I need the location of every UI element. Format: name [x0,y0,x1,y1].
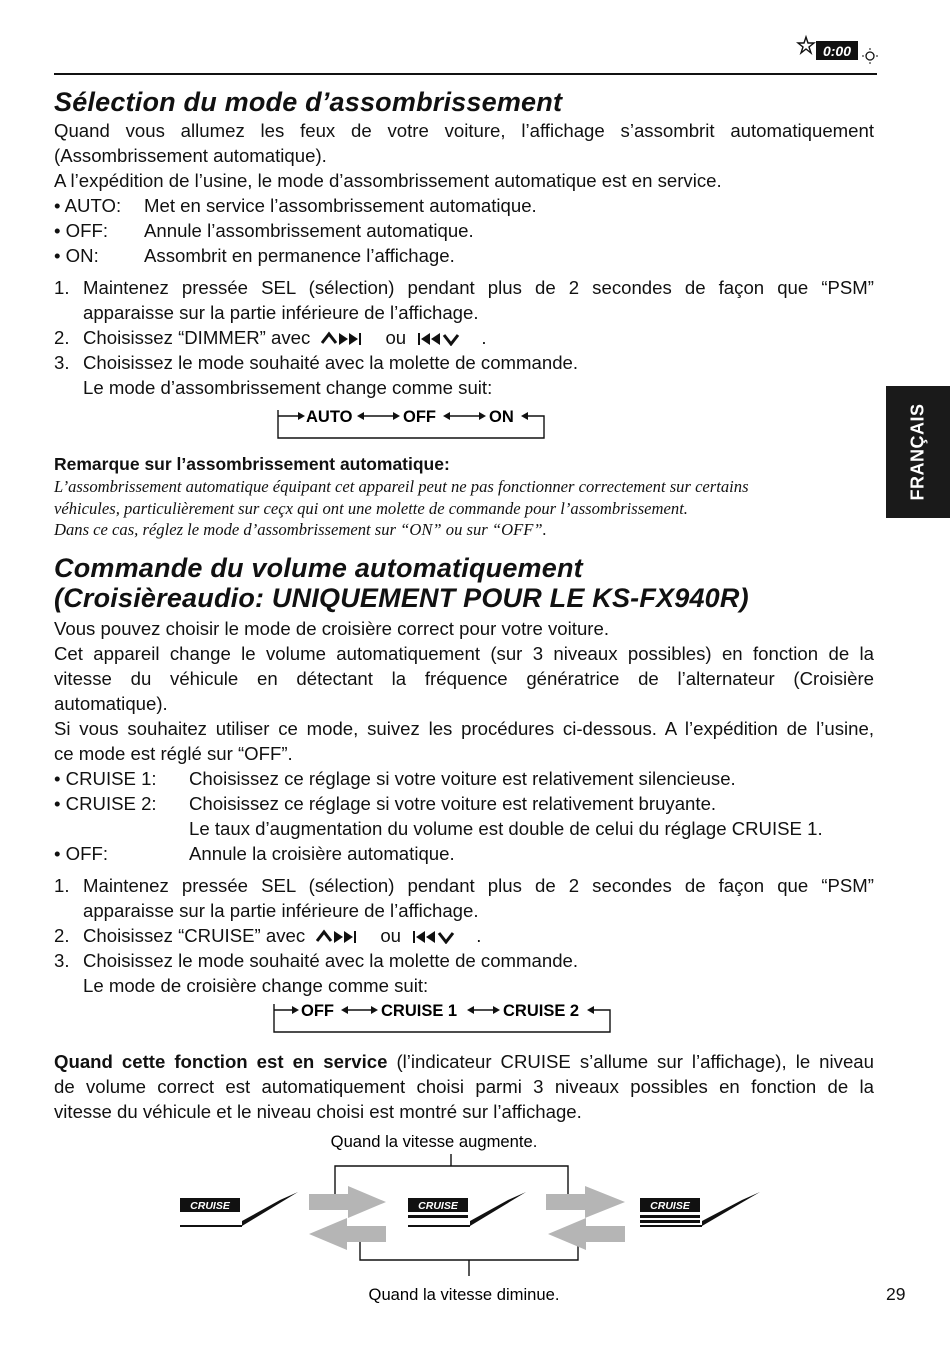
s1-option: • OFF: Annule l’assombrissement automatique. [54,220,474,241]
section1-title: Sélection du mode d’assombrissement [54,87,563,117]
down-prev-button-icon [412,928,476,944]
svg-text:CRUISE: CRUISE [418,1200,458,1212]
s2-p2c: automatique). [54,693,168,714]
seq-off: OFF [403,408,436,426]
s1-step-2: 2. Choisissez “DIMMER” avec ou . [54,327,487,348]
clock-text: 0:00 [822,43,852,59]
seq-cruise-2: CRUISE 2 [503,1002,580,1020]
s2-step-3: 3. Choisissez le mode souhaité avec la molette de commande. Le mode de croisière change comme suit: [54,950,579,996]
s1-intro1: Quand vous allumez les feux de votre voiture, l’affichage s’assombrit automatiquement [54,120,874,141]
s2-option: Le taux d’augmentation du volume est double de celui du réglage CRUISE 1. [189,818,823,839]
down-prev-button-icon [417,330,481,346]
when-bold: Quand cette fonction est en service [54,1051,388,1072]
section2-title-1: Commande du volume automatiquement [54,553,583,583]
s2-p2b: vitesse du véhicule en détectant la fréquence génératrice de l’alternateur (Croisière [54,668,874,689]
up-next-button-icon [321,330,385,346]
section2-title-2: (Croisièreaudio: UNIQUEMENT POUR LE KS-FX940R) [54,583,749,613]
s2-option: • CRUISE 2: Choisissez ce réglage si votre voiture est relativement bruyante. [54,793,717,814]
section1-body [54,118,874,400]
language-tab [886,386,950,518]
speed-down-caption: Quand la vitesse diminue. [368,1285,560,1304]
s1-option: • ON: Assombrit en permanence l’affichage. [54,245,455,266]
when-paragraph: Quand cette fonction est en service (l’indicateur CRUISE s’allume sur l’affichage), le niveau de volume correct est automatiquement choisi parmi 3 niveaux possibles en fonction de la vitesse du véhicule et le niveau choisi est montré sur l’affichage. [54,1051,874,1122]
s1-step-1: 1. Maintenez pressée SEL (sélection) pendant plus de 2 secondes de façon que “PSM” apparaisse sur la partie inférieure de l’affichage. [54,277,874,323]
s1-step-3: 3. Choisissez le mode souhaité avec la molette de commande. Le mode d’assombrissement change comme suit: [54,352,579,398]
cruise-indicator-level1 [180,1192,298,1226]
s2-option: • OFF: Annule la croisière automatique. [54,843,455,864]
section2-body [54,616,874,998]
s2-step-1: 1. Maintenez pressée SEL (sélection) pendant plus de 2 secondes de façon que “PSM” apparaisse sur la partie inférieure de l’affichage. [54,875,874,921]
increase-arrow [546,1186,625,1218]
s2-option: • CRUISE 1: Choisissez ce réglage si votre voiture est relativement silencieuse. [54,768,736,789]
page-number: 29 [886,1284,906,1304]
up-next-button-icon [316,928,380,944]
s1-intro3: A l’expédition de l’usine, le mode d’assombrissement automatique est en service. [54,170,722,191]
seq-cruise-off: OFF [301,1002,334,1020]
cruise-sequence [272,996,614,1036]
s2-p1: Vous pouvez choisir le mode de croisière correct pour votre voiture. [54,618,609,639]
decrease-arrow [548,1218,625,1250]
note-title: Remarque sur l’assombrissement automatique: [54,454,450,474]
seq-auto: AUTO [306,408,353,426]
increase-arrow [309,1186,386,1218]
seq-on: ON [489,408,514,426]
speed-up-caption: Quand la vitesse augmente. [330,1132,538,1151]
s2-p3b: ce mode est réglé sur “OFF”. [54,743,293,764]
decrease-arrow [309,1218,386,1250]
seq-cruise-1: CRUISE 1 [381,1002,458,1020]
note-text: L’assombrissement automatique équipant cet appareil peut ne pas fonctionner correctement sur certains véhicules, particulièrement sur ceçx qui ont une molette de commande pour l’assombrissement. Dans ce cas, réglez le mode d’assombrissement sur “ON” ou sur “OFF”. [54,477,749,539]
s1-intro2: (Assombrissement automatique). [54,145,327,166]
header-rule [54,73,877,75]
s2-p3a: Si vous souhaitez utiliser ce mode, suivez les procédures ci-dessous. A l’expédition de l’usine, [54,718,874,739]
s2-p2a: Cet appareil change le volume automatiquement (sur 3 niveaux possibles) en fonction de la [54,643,874,664]
cruise-indicator-level3 [640,1192,760,1226]
cruise-level-diagram [170,1128,770,1308]
dimmer-sequence [276,402,548,442]
svg-text:CRUISE: CRUISE [190,1200,230,1212]
s1-option: • AUTO: Met en service l’assombrissement automatique. [54,195,537,216]
cruise-indicator-level2 [408,1192,526,1226]
language-tab-label: FRANÇAIS [907,403,928,501]
clock-dimmer-icon [796,34,880,64]
svg-text:CRUISE: CRUISE [650,1200,690,1212]
s2-step-2: 2. Choisissez “CRUISE” avec ou . [54,925,482,946]
